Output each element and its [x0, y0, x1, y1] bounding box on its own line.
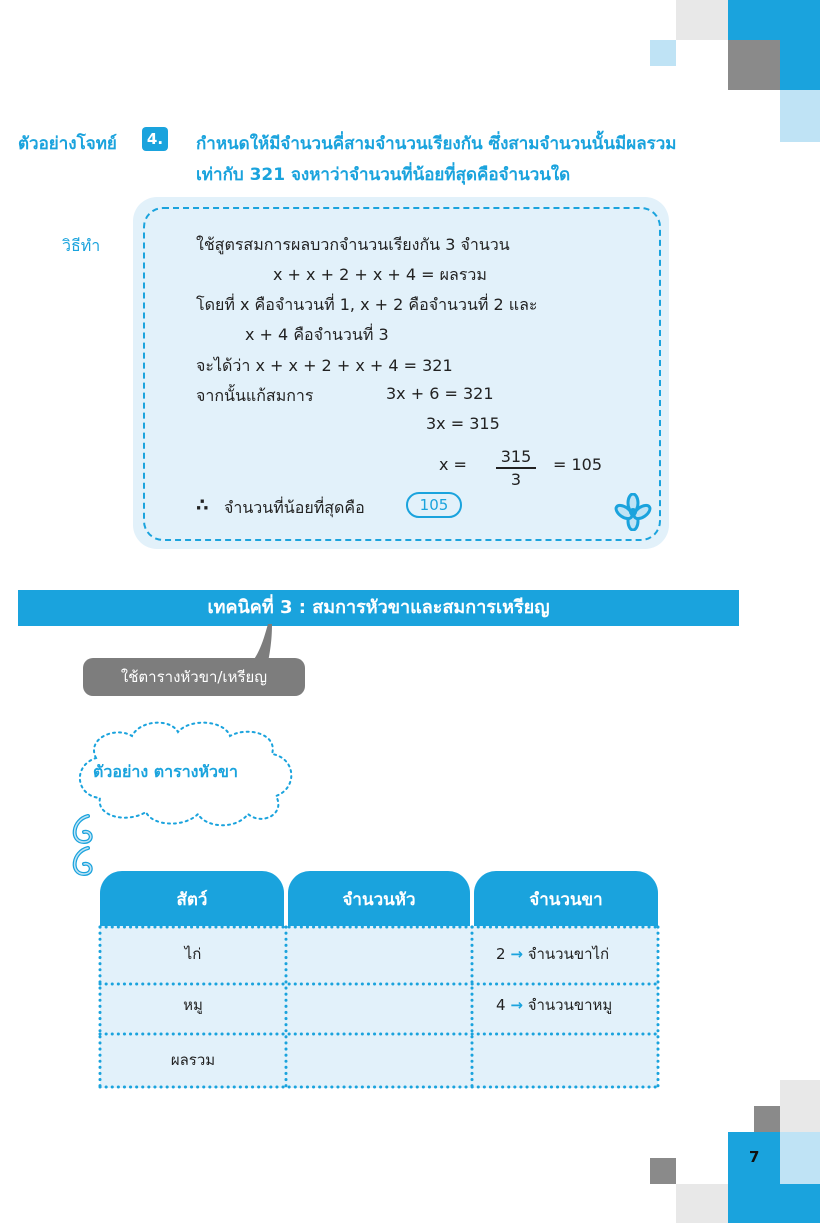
- table-header-animal: สัตว์: [100, 871, 284, 927]
- fraction-bar: [496, 467, 536, 469]
- solution-line: จะได้ว่า x + x + 2 + x + 4 = 321: [196, 356, 453, 375]
- solution-line: ใช้สูตรสมการผลบวกจำนวนเรียงกัน 3 จำนวน: [196, 235, 510, 254]
- conclusion-text: จำนวนที่น้อยที่สุดคือ: [224, 498, 365, 517]
- solution-line: x + 4 คือจำนวนที่ 3: [245, 325, 389, 344]
- table-cell-animal: ไก่: [184, 945, 202, 963]
- technique-banner: เทคนิคที่ 3 : สมการหัวขาและสมการเหรียญ: [18, 590, 739, 626]
- decor-square: [676, 0, 728, 40]
- legs-description: จำนวนขาหมู: [527, 996, 613, 1014]
- question-line-1: กำหนดให้มีจำนวนคี่สามจำนวนเรียงกัน ซึ่งสามจำนวนนั้นมีผลรวม: [196, 134, 677, 154]
- decor-square: [780, 1132, 820, 1184]
- decor-square: [728, 40, 780, 90]
- table-header-heads: จำนวนหัว: [288, 871, 470, 927]
- hint-bubble: ใช้ตารางหัวขา/เหรียญ: [83, 658, 305, 696]
- table-cell-total: ผลรวม: [170, 1051, 216, 1069]
- solution-line: 3x + 6 = 321: [386, 384, 494, 403]
- bubble-tail: [250, 624, 274, 662]
- answer-pill: 105: [406, 492, 462, 518]
- solution-line: x + x + 2 + x + 4 = ผลรวม: [273, 265, 487, 284]
- legs-number: 4: [496, 996, 506, 1014]
- example-label: ตัวอย่างโจทย์: [18, 134, 117, 154]
- therefore-icon: ∴: [196, 495, 209, 516]
- example-number: 4.: [142, 127, 168, 151]
- solution-line: จากนั้นแก้สมการ: [196, 386, 314, 405]
- swirl-icon: [66, 812, 102, 880]
- asterisk-icon: [612, 493, 654, 531]
- table-cell-animal: หมู: [183, 996, 203, 1014]
- decor-square: [650, 40, 676, 66]
- arrow-right-icon: →: [510, 945, 523, 963]
- decor-square: [780, 1080, 820, 1132]
- legs-description: จำนวนขาไก่: [527, 945, 610, 963]
- solution-line: 3x = 315: [426, 414, 500, 433]
- fraction-denominator: 3: [510, 469, 522, 489]
- solution-line: x =: [439, 455, 467, 474]
- table-cell-legs: [496, 942, 609, 966]
- table-header-legs: จำนวนขา: [474, 871, 658, 927]
- decor-square: [650, 1158, 676, 1184]
- decor-square: [676, 1184, 728, 1223]
- method-label: วิธีทำ: [62, 236, 101, 255]
- question-line-2: เท่ากับ 321 จงหาว่าจำนวนที่น้อยที่สุดคือจำนวนใด: [196, 165, 571, 185]
- solution-line: = 105: [553, 455, 603, 474]
- table-cell-legs: [496, 993, 612, 1017]
- cloud-label: ตัวอย่าง ตารางหัวขา: [93, 762, 238, 781]
- solution-line: โดยที่ x คือจำนวนที่ 1, x + 2 คือจำนวนที่ 2 และ: [196, 295, 538, 314]
- page-number: 7: [749, 1148, 760, 1166]
- fraction: [496, 447, 536, 489]
- decor-square: [754, 1106, 780, 1132]
- fraction-numerator: 315: [500, 447, 532, 466]
- arrow-right-icon: →: [510, 996, 523, 1014]
- legs-number: 2: [496, 945, 506, 963]
- decor-square: [780, 90, 820, 142]
